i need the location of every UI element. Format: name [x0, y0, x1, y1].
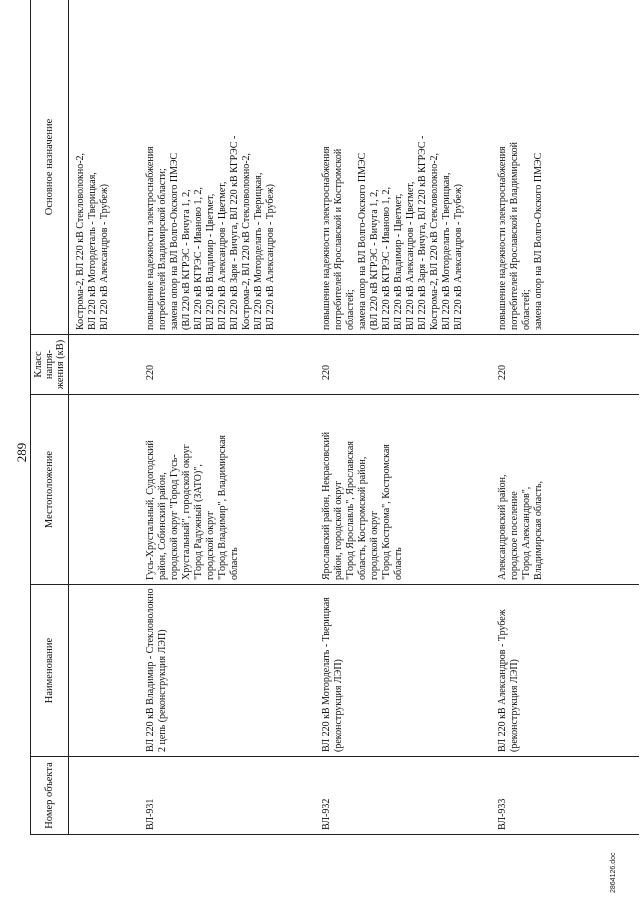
continuation-empty-cell: [69, 335, 142, 395]
location-line: Владимирская область,: [533, 480, 544, 580]
object-voltage: 220: [141, 335, 317, 395]
continuation-purpose-cell: [69, 0, 142, 335]
purpose-line: замена опор на ВЛ Волго-Окского ПМЭС: [357, 152, 368, 330]
purpose-line: ВЛ 220 кВ Заря - Вичуга, ВЛ 220 кВ КГРЭС -: [229, 135, 240, 330]
table-row: [317, 0, 493, 835]
continuation-empty-cell: [69, 757, 142, 835]
name-line: ВЛ 220 кВ Владимир - Стекловолокно: [145, 588, 156, 752]
object-name: [141, 585, 317, 757]
purpose-line: повышение надежности электроснабжения: [497, 146, 508, 330]
object-purpose: [317, 0, 493, 335]
header-number: Номер объекта: [31, 757, 69, 835]
purpose-line: замена опор на ВЛ Волго-Окского ПМЭС: [533, 152, 544, 330]
location-line: "Город Ярославль", Ярославская: [345, 441, 356, 580]
object-number: ВЛ-933: [493, 757, 639, 835]
object-number: ВЛ-932: [317, 757, 493, 835]
continuation-empty-cell: [69, 585, 142, 757]
purpose-line: областей;: [345, 289, 356, 330]
purpose-line: ВЛ 220 кВ Александров - Трубеж): [453, 184, 464, 330]
table-row: [141, 0, 317, 835]
location-line: область, Костромской район,: [357, 456, 368, 580]
table-header-row: [31, 0, 69, 835]
location-line: Хрустальный", городской округ: [181, 444, 192, 580]
purpose-line: ВЛ 220 кВ Александров - Цветмет,: [217, 181, 228, 330]
object-name: [317, 585, 493, 757]
page-number: 289: [14, 442, 29, 463]
purpose-line: ВЛ 220 кВ Александров - Трубеж): [99, 184, 110, 330]
purpose-line: ВЛ 220 кВ Заря - Вичуга, ВЛ 220 кВ КГРЭС -: [417, 135, 428, 330]
purpose-line: ВЛ 220 кВ Моторделать - Тверицкая,: [253, 172, 264, 330]
purpose-line: Кострома-2, ВЛ 220 кВ Стекловолокно-2,: [75, 152, 86, 330]
purpose-line: повышение надежности электроснабжения: [321, 146, 332, 330]
object-location: [493, 395, 639, 585]
object-number: ВЛ-931: [141, 757, 317, 835]
location-line: "Город Владимир", Владимирская: [217, 435, 228, 580]
purpose-line: ВЛ 220 кВ Мотордеталь - Тверицкая,: [87, 172, 98, 330]
purpose-line: областей;: [521, 289, 532, 330]
purpose-line: ВЛ 220 кВ Владимир - Цветмет,: [205, 193, 216, 330]
object-location: [317, 395, 493, 585]
object-voltage: 220: [317, 335, 493, 395]
purpose-line: замена опор на ВЛ Волго-Окского ПМЭС: [169, 152, 180, 330]
purpose-line: ВЛ 220 кВ Александров - Трубеж): [265, 184, 276, 330]
purpose-line: ВЛ 220 кВ Александров - Цветмет,: [405, 181, 416, 330]
purpose-line: ВЛ 220 кВ КГРЭС - Иваново 1, 2,: [193, 187, 204, 330]
purpose-line: повышение надежности электроснабжения: [145, 146, 156, 330]
name-line: (реконструкция ЛЭП): [509, 659, 520, 752]
header-purpose: Основное назначение: [31, 0, 69, 335]
location-line: городской округ "Город Гусь-: [169, 454, 180, 580]
object-location: [141, 395, 317, 585]
name-line: ВЛ 220 кВ Александров - Трубеж: [497, 609, 508, 752]
objects-table: [30, 0, 639, 835]
location-line: городской округ: [369, 510, 380, 580]
location-line: Ярославский район, Некрасовский: [321, 431, 332, 580]
purpose-line: ВЛ 220 кВ Моторделать - Тверицкая,: [441, 172, 452, 330]
location-line: "Город Радужный (ЗАТО)",: [193, 464, 204, 580]
header-location: Местоположение: [31, 395, 69, 585]
continuation-empty-cell: [69, 395, 142, 585]
location-line: область: [393, 547, 404, 580]
object-purpose: [493, 0, 639, 335]
location-line: Александровский район,: [497, 474, 508, 580]
location-line: "Город Кострома", Костромская: [381, 444, 392, 580]
location-line: городское поселение: [509, 491, 520, 580]
location-line: район, Собинский район,: [157, 472, 168, 580]
object-purpose: [141, 0, 317, 335]
location-line: "Город Александров",: [521, 486, 532, 580]
location-line: район, городской округ: [333, 480, 344, 580]
purpose-line: ВЛ 220 кВ Владимир - Цветмет,: [393, 193, 404, 330]
purpose-line: потребителей Ярославской и Костромской: [333, 148, 344, 330]
purpose-line: Кострома-2, ВЛ 220 кВ Стекловолокно-2,: [429, 152, 440, 330]
purpose-line: Кострома-2, ВЛ 220 кВ Стекловолокно-2,: [241, 152, 252, 330]
purpose-line: потребителей Ярославской и Владимирской: [509, 142, 520, 330]
object-voltage: 220: [493, 335, 639, 395]
name-line: ВЛ 220 кВ Моторделать - Тверицкая: [321, 597, 332, 752]
location-line: городской округ: [205, 510, 216, 580]
document-filename: 2864126.doc: [610, 852, 617, 893]
location-line: Гусь-Хрустальный, Судогодский: [145, 440, 156, 580]
purpose-line: потребителей Владимирской области;: [157, 168, 168, 330]
name-line: (реконструкция ЛЭП): [333, 659, 344, 752]
name-line: 2 цепь (реконструкция ЛЭП): [157, 629, 168, 752]
purpose-line: ВЛ 220 кВ КГРЭС - Иваново 1, 2,: [381, 187, 392, 330]
header-name: Наименование: [31, 585, 69, 757]
header-voltage: Класс напря-жения (кВ): [31, 335, 69, 395]
table-row: [493, 0, 639, 835]
purpose-line: (ВЛ 220 кВ КГРЭС - Вичуга 1, 2,: [181, 189, 192, 330]
purpose-line: (ВЛ 220 кВ КГРЭС - Вичуга 1, 2,: [369, 189, 380, 330]
location-line: область: [229, 547, 240, 580]
object-name: [493, 585, 639, 757]
continuation-row: [69, 0, 142, 835]
